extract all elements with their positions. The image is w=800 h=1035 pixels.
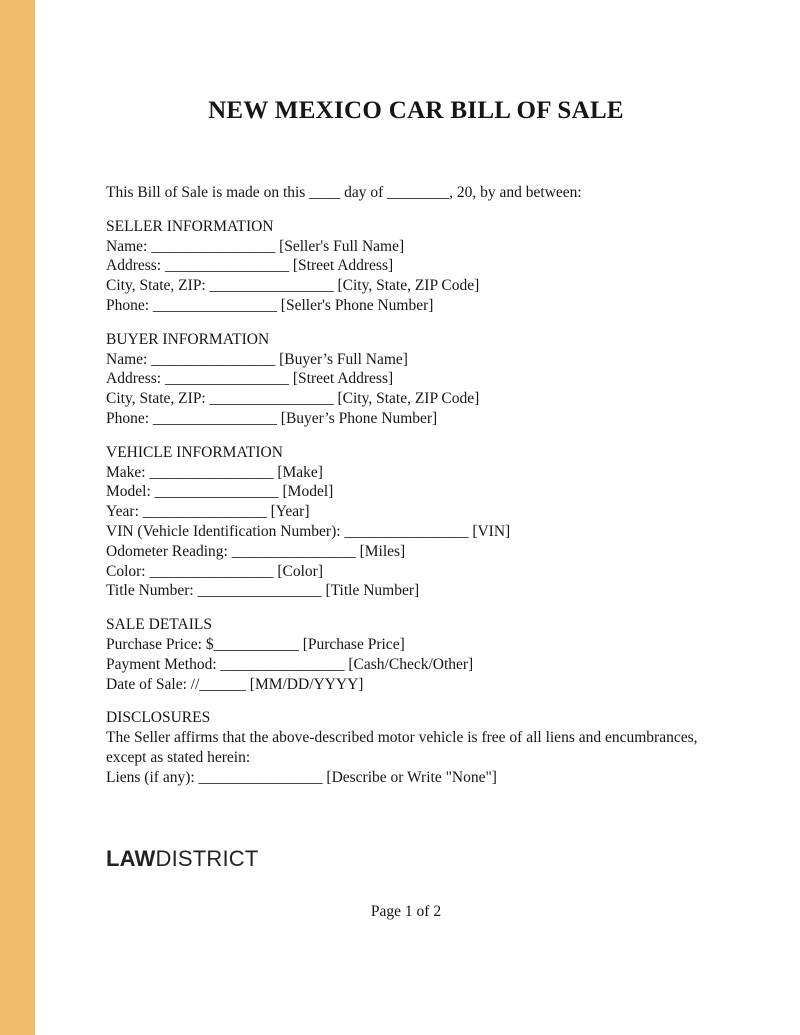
form-section — [106, 708, 726, 787]
form-line: Date of Sale: //______ [MM/DD/YYYY] — [106, 675, 364, 693]
form-line: Year: ________________ [Year] — [106, 503, 310, 521]
form-line: Purchase Price: $___________ [Purchase Price] — [106, 635, 405, 653]
form-section — [106, 615, 726, 694]
form-line: Phone: ________________ [Seller's Phone Number] — [106, 296, 434, 314]
document-page — [106, 0, 726, 921]
form-section — [106, 330, 726, 429]
form-section — [106, 443, 726, 601]
lawdistrict-logo — [106, 846, 726, 872]
logo-text-regular: DISTRICT — [155, 845, 259, 871]
intro-sentence: This Bill of Sale is made on this ____ day of ________, 20, by and between: — [106, 184, 582, 201]
form-line: Make: ________________ [Make] — [106, 463, 323, 481]
form-line: Phone: ________________ [Buyer’s Phone Number] — [106, 409, 438, 427]
form-line: Name: ________________ [Seller's Full Name] — [106, 237, 405, 255]
form-line: Name: ________________ [Buyer’s Full Name] — [106, 350, 408, 368]
document-title: NEW MEXICO CAR BILL OF SALE — [208, 97, 624, 124]
logo-text-bold: LAW — [106, 845, 156, 871]
section-heading: DISCLOSURES — [106, 709, 211, 727]
form-line: Odometer Reading: ________________ [Miles] — [106, 542, 406, 560]
form-line: Payment Method: ________________ [Cash/Check/Other] — [106, 655, 474, 673]
section-heading: SELLER INFORMATION — [106, 217, 274, 235]
form-line: Address: ________________ [Street Address] — [106, 370, 394, 388]
form-line: Address: ________________ [Street Address] — [106, 257, 394, 275]
form-line: City, State, ZIP: ________________ [City, State, ZIP Code] — [106, 277, 480, 295]
form-line: Model: ________________ [Model] — [106, 483, 334, 501]
form-line: Liens (if any): ________________ [Describe or Write "None"] — [106, 768, 497, 786]
form-line: VIN (Vehicle Identification Number): ________________ [VIN] — [106, 522, 511, 540]
document-body — [106, 217, 726, 788]
form-section — [106, 217, 726, 316]
page-number: Page 1 of 2 — [370, 902, 442, 920]
section-heading: BUYER INFORMATION — [106, 330, 270, 348]
form-line: The Seller affirms that the above-described motor vehicle is free of all liens and encumbrances, except as stated herein: — [106, 729, 698, 766]
section-heading: VEHICLE INFORMATION — [106, 443, 283, 461]
form-line: Title Number: ________________ [Title Number] — [106, 582, 420, 600]
left-accent-stripe — [0, 0, 35, 1035]
section-heading: SALE DETAILS — [106, 616, 212, 634]
form-line: City, State, ZIP: ________________ [City, State, ZIP Code] — [106, 390, 480, 408]
form-line: Color: ________________ [Color] — [106, 562, 323, 580]
